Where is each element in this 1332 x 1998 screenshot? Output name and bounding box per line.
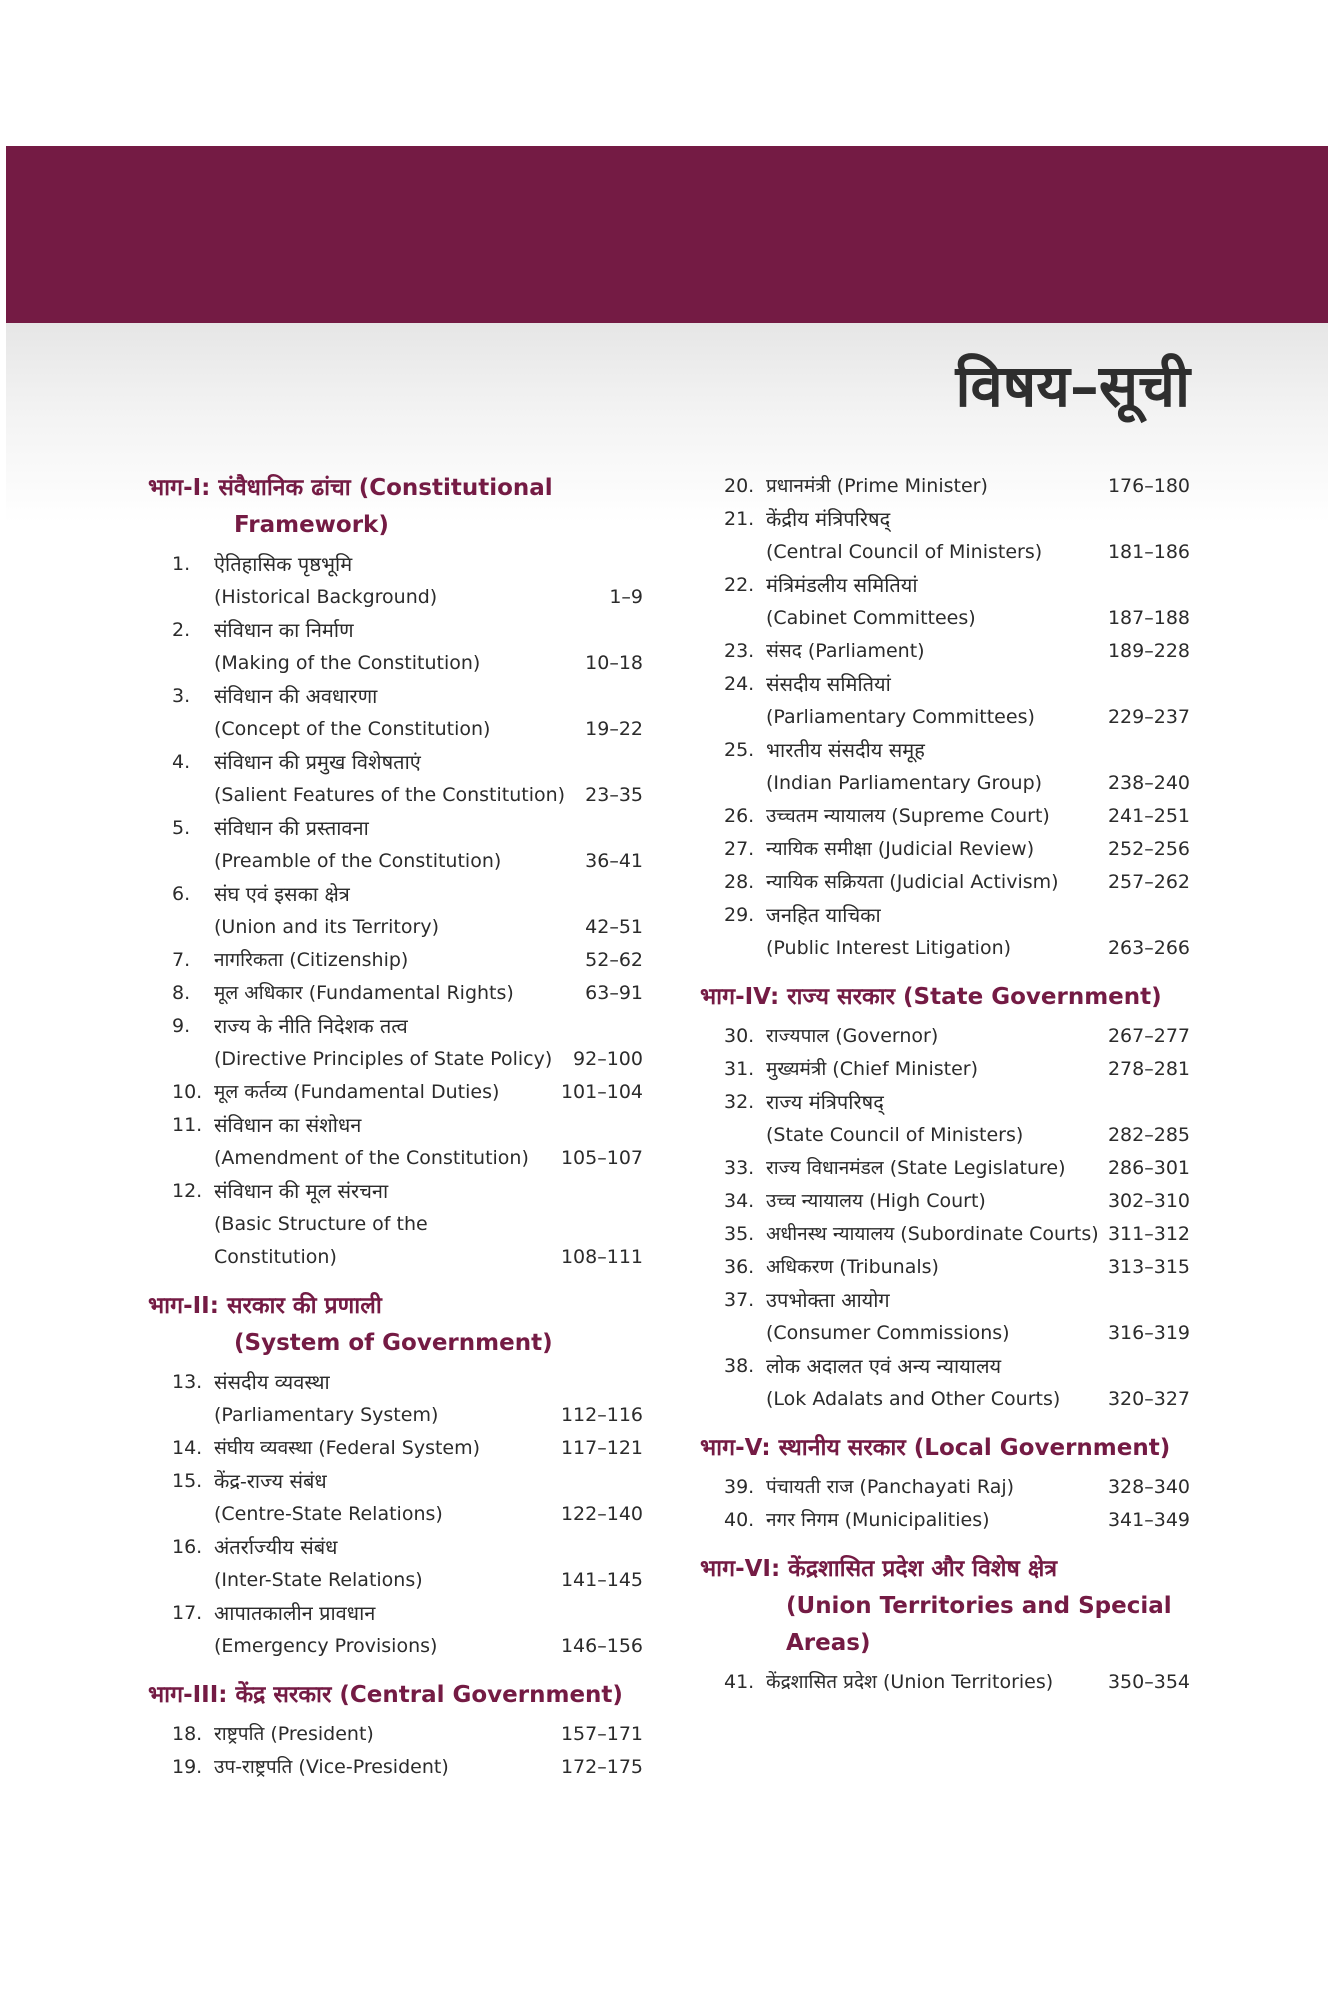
part-heading-line1: भाग-III: केंद्र सरकार (Central Government) <box>148 1682 623 1708</box>
entry-title <box>764 1218 1100 1251</box>
entry-number: 16. <box>172 1536 203 1558</box>
entry-title-english: (Centre-State Relations) <box>214 1503 443 1525</box>
part-heading-line1: भाग-VI: केंद्रशासित प्रदेश और विशेष क्षेत्र <box>700 1556 1058 1582</box>
header-band <box>6 146 1328 323</box>
part-heading <box>700 979 1190 1016</box>
toc-entry <box>148 977 643 1010</box>
entry-number: 28. <box>724 871 755 893</box>
entry-title-english: संघीय व्यवस्था (Federal System) <box>214 1437 481 1459</box>
entry-title <box>764 668 1100 734</box>
entry-title-english: उच्चतम न्यायालय (Supreme Court) <box>766 805 1050 827</box>
part-heading-line1: भाग-V: स्थानीय सरकार (Local Government) <box>700 1435 1171 1461</box>
entry-title-english: (Inter-State Relations) <box>214 1569 423 1591</box>
toc-entry <box>148 1076 643 1109</box>
entry-number: 6. <box>172 883 191 905</box>
entry-title <box>764 1350 1100 1416</box>
toc-entry <box>148 1597 643 1663</box>
part-heading <box>700 1551 1190 1662</box>
entry-title <box>764 503 1100 569</box>
entry-title <box>212 1751 553 1784</box>
entry-number: 10. <box>172 1081 203 1103</box>
part-heading <box>148 1288 643 1362</box>
entry-title-hindi: उपभोक्ता आयोग <box>766 1288 890 1312</box>
entry-pages: 316–319 <box>1107 1322 1190 1344</box>
entry-title <box>764 1152 1100 1185</box>
entry-pages: 122–140 <box>560 1503 643 1525</box>
entry-title-hindi: संसदीय समितियां <box>766 672 891 696</box>
entry-number: 29. <box>724 904 755 926</box>
entry-pages: 313–315 <box>1107 1256 1190 1278</box>
entry-title <box>212 1076 553 1109</box>
entry-title-english: (Union and its Territory) <box>214 916 439 938</box>
entry-title <box>212 1465 553 1531</box>
entry-title-english: मुख्यमंत्री (Chief Minister) <box>766 1058 978 1080</box>
toc-entry <box>148 548 643 614</box>
entry-title <box>212 1010 565 1076</box>
entry-title-hindi: संविधान का संशोधन <box>214 1113 362 1137</box>
entry-title <box>764 734 1100 800</box>
entry-number: 35. <box>724 1223 755 1245</box>
entry-title-hindi: संविधान की प्रस्तावना <box>214 816 369 840</box>
entry-pages: 10–18 <box>585 652 643 674</box>
entry-number: 5. <box>172 817 191 839</box>
toc-entry <box>148 1751 643 1784</box>
toc-entry <box>700 1666 1190 1699</box>
entry-pages: 181–186 <box>1107 541 1190 563</box>
part-heading <box>148 1677 643 1714</box>
entry-title <box>212 878 577 944</box>
entry-number: 23. <box>724 640 755 662</box>
entry-pages: 112–116 <box>560 1404 643 1426</box>
entry-title-english: (State Council of Ministers) <box>766 1124 1024 1146</box>
entry-title-hindi: जनहित याचिका <box>766 903 881 927</box>
entry-title-hindi: संघ एवं इसका क्षेत्र <box>214 882 350 906</box>
toc-left-column <box>148 470 643 1784</box>
toc-entry <box>700 1086 1190 1152</box>
entry-title <box>764 569 1100 635</box>
entry-title-english: अधिकरण (Tribunals) <box>766 1256 939 1278</box>
entry-title <box>764 1020 1100 1053</box>
entry-pages: 36–41 <box>585 850 643 872</box>
entry-pages: 172–175 <box>560 1756 643 1778</box>
toc-entry <box>700 668 1190 734</box>
entry-title-english: (Concept of the Constitution) <box>214 718 491 740</box>
entry-title-hindi: लोक अदालत एवं अन्य न्यायालय <box>766 1354 1002 1378</box>
part-heading-line2: (System of Government) <box>234 1330 553 1356</box>
toc-entry <box>148 746 643 812</box>
entry-title-english: (Public Interest Litigation) <box>766 937 1012 959</box>
entry-title <box>764 800 1100 833</box>
toc-entry <box>148 1531 643 1597</box>
entry-pages: 302–310 <box>1107 1190 1190 1212</box>
part-heading <box>700 1430 1190 1467</box>
entry-pages: 117–121 <box>560 1437 643 1459</box>
entry-title-english: अधीनस्थ न्यायालय (Subordinate Courts) <box>766 1223 1099 1245</box>
entry-title <box>212 1175 553 1274</box>
entry-number: 32. <box>724 1091 755 1113</box>
toc-entry <box>700 569 1190 635</box>
entry-title-english: संसद (Parliament) <box>766 640 925 662</box>
entry-title-english: (Indian Parliamentary Group) <box>766 772 1043 794</box>
entry-title <box>212 977 577 1010</box>
entry-number: 1. <box>172 553 191 575</box>
part-heading-line1: भाग-IV: राज्य सरकार (State Government) <box>700 984 1162 1010</box>
entry-number: 4. <box>172 751 191 773</box>
toc-entry <box>148 944 643 977</box>
entry-pages: 241–251 <box>1107 805 1190 827</box>
toc-entry <box>148 1366 643 1432</box>
part-heading-line2: Framework) <box>234 512 389 538</box>
entry-title <box>212 944 577 977</box>
entry-title <box>764 1471 1100 1504</box>
entry-title-hindi: राज्य के नीति निदेशक तत्व <box>214 1014 408 1038</box>
entry-number: 26. <box>724 805 755 827</box>
entry-title-hindi: केंद्रीय मंत्रिपरिषद् <box>766 507 891 531</box>
entry-title-english: उच्च न्यायालय (High Court) <box>766 1190 986 1212</box>
toc-entry <box>148 1465 643 1531</box>
toc-entry <box>700 1504 1190 1537</box>
entry-title <box>212 812 577 878</box>
entry-pages: 189–228 <box>1107 640 1190 662</box>
entry-title-english: (Basic Structure of the Constitution) <box>214 1213 428 1268</box>
entry-number: 34. <box>724 1190 755 1212</box>
entry-number: 9. <box>172 1015 191 1037</box>
entry-pages: 328–340 <box>1107 1476 1190 1498</box>
entry-title-hindi: भारतीय संसदीय समूह <box>766 738 925 762</box>
entry-pages: 257–262 <box>1107 871 1190 893</box>
entry-title-hindi: केंद्र-राज्य संबंध <box>214 1469 327 1493</box>
entry-title-english: (Cabinet Committees) <box>766 607 976 629</box>
entry-title-english: न्यायिक समीक्षा (Judicial Review) <box>766 838 1035 860</box>
entry-title-english: (Making of the Constitution) <box>214 652 481 674</box>
toc-entry <box>700 866 1190 899</box>
entry-title-hindi: संविधान की अवधारणा <box>214 684 378 708</box>
entry-number: 3. <box>172 685 191 707</box>
part-heading-line1: भाग-I: संवैधानिक ढांचा (Constitutional <box>148 475 553 501</box>
entry-pages: 92–100 <box>573 1048 643 1070</box>
entry-title <box>764 1504 1100 1537</box>
entry-title <box>764 833 1100 866</box>
toc-entry <box>148 680 643 746</box>
entry-title-english: उप-राष्ट्रपति (Vice-President) <box>214 1756 449 1778</box>
entry-pages: 187–188 <box>1107 607 1190 629</box>
entry-title <box>212 548 601 614</box>
entry-title-english: (Directive Principles of State Policy) <box>214 1048 553 1070</box>
entry-pages: 52–62 <box>585 949 643 971</box>
toc-entry <box>700 470 1190 503</box>
toc-entry <box>700 800 1190 833</box>
entry-title-english: (Lok Adalats and Other Courts) <box>766 1388 1061 1410</box>
entry-title-hindi: संविधान की मूल संरचना <box>214 1179 389 1203</box>
entry-pages: 63–91 <box>585 982 643 1004</box>
entry-number: 8. <box>172 982 191 1004</box>
entry-number: 27. <box>724 838 755 860</box>
entry-title-hindi: अंतर्राज्यीय संबंध <box>214 1535 338 1559</box>
entry-pages: 341–349 <box>1107 1509 1190 1531</box>
entry-number: 13. <box>172 1371 203 1393</box>
toc-right-column <box>700 470 1190 1699</box>
toc-entry <box>148 1175 643 1274</box>
part-heading-line2: (Union Territories and Special Areas) <box>786 1593 1172 1656</box>
entry-pages: 278–281 <box>1107 1058 1190 1080</box>
entry-number: 36. <box>724 1256 755 1278</box>
entry-title <box>764 866 1100 899</box>
entry-title-english: राष्ट्रपति (President) <box>214 1723 374 1745</box>
toc-entry <box>700 1251 1190 1284</box>
entry-title <box>212 1597 553 1663</box>
entry-number: 33. <box>724 1157 755 1179</box>
entry-number: 31. <box>724 1058 755 1080</box>
entry-title-english: (Parliamentary System) <box>214 1404 439 1426</box>
entry-number: 17. <box>172 1602 203 1624</box>
entry-number: 18. <box>172 1723 203 1745</box>
entry-title-english: (Amendment of the Constitution) <box>214 1147 529 1169</box>
entry-number: 39. <box>724 1476 755 1498</box>
toc-entry <box>700 1152 1190 1185</box>
entry-title <box>212 1432 553 1465</box>
entry-title-hindi: आपातकालीन प्रावधान <box>214 1601 376 1625</box>
entry-title <box>764 899 1100 965</box>
entry-title-hindi: संविधान की प्रमुख विशेषताएं <box>214 750 421 774</box>
entry-number: 21. <box>724 508 755 530</box>
entry-number: 7. <box>172 949 191 971</box>
entry-number: 25. <box>724 739 755 761</box>
entry-title <box>764 1053 1100 1086</box>
entry-title-english: (Salient Features of the Constitution) <box>214 784 566 806</box>
entry-pages: 311–312 <box>1107 1223 1190 1245</box>
entry-title-english: प्रधानमंत्री (Prime Minister) <box>766 475 988 497</box>
page-title: विषय–सूची <box>955 352 1190 420</box>
toc-entry <box>700 734 1190 800</box>
entry-number: 22. <box>724 574 755 596</box>
toc-entry <box>700 1284 1190 1350</box>
entry-title-english: राज्यपाल (Governor) <box>766 1025 939 1047</box>
toc-entry <box>148 1432 643 1465</box>
entry-title <box>764 1185 1100 1218</box>
entry-pages: 141–145 <box>560 1569 643 1591</box>
toc-entry <box>700 1053 1190 1086</box>
toc-entry <box>148 1109 643 1175</box>
entry-number: 14. <box>172 1437 203 1459</box>
entry-title <box>764 1086 1100 1152</box>
toc-entry <box>700 1350 1190 1416</box>
entry-title <box>212 1366 553 1432</box>
entry-number: 37. <box>724 1289 755 1311</box>
part-heading <box>148 470 643 544</box>
entry-pages: 146–156 <box>560 1635 643 1657</box>
entry-title-english: (Parliamentary Committees) <box>766 706 1035 728</box>
entry-number: 38. <box>724 1355 755 1377</box>
entry-pages: 108–111 <box>560 1246 643 1268</box>
entry-number: 19. <box>172 1756 203 1778</box>
entry-pages: 350–354 <box>1107 1671 1190 1693</box>
entry-title <box>212 1718 553 1751</box>
entry-number: 24. <box>724 673 755 695</box>
toc-entry <box>148 1718 643 1751</box>
entry-title-hindi: संसदीय व्यवस्था <box>214 1370 330 1394</box>
entry-title-hindi: मंत्रिमंडलीय समितियां <box>766 573 918 597</box>
entry-pages: 252–256 <box>1107 838 1190 860</box>
entry-pages: 229–237 <box>1107 706 1190 728</box>
entry-pages: 282–285 <box>1107 1124 1190 1146</box>
entry-pages: 42–51 <box>585 916 643 938</box>
entry-pages: 286–301 <box>1107 1157 1190 1179</box>
entry-number: 41. <box>724 1671 755 1693</box>
entry-pages: 105–107 <box>560 1147 643 1169</box>
entry-title-english: नागरिकता (Citizenship) <box>214 949 409 971</box>
entry-title-english: राज्य विधानमंडल (State Legislature) <box>766 1157 1066 1179</box>
toc-entry <box>700 833 1190 866</box>
entry-title-english: न्यायिक सक्रियता (Judicial Activism) <box>766 871 1059 893</box>
entry-pages: 263–266 <box>1107 937 1190 959</box>
entry-title <box>212 1109 553 1175</box>
entry-title <box>764 635 1100 668</box>
entry-title-english: (Emergency Provisions) <box>214 1635 438 1657</box>
entry-pages: 176–180 <box>1107 475 1190 497</box>
entry-pages: 23–35 <box>585 784 643 806</box>
toc-entry <box>700 503 1190 569</box>
entry-pages: 267–277 <box>1107 1025 1190 1047</box>
entry-number: 2. <box>172 619 191 641</box>
entry-pages: 101–104 <box>560 1081 643 1103</box>
entry-title <box>212 614 577 680</box>
entry-number: 30. <box>724 1025 755 1047</box>
entry-title <box>212 1531 553 1597</box>
toc-entry <box>700 1185 1190 1218</box>
entry-title-hindi: संविधान का निर्माण <box>214 618 354 642</box>
entry-title-english: (Central Council of Ministers) <box>766 541 1043 563</box>
entry-pages: 19–22 <box>585 718 643 740</box>
entry-title-english: पंचायती राज (Panchayati Raj) <box>766 1476 1015 1498</box>
entry-number: 15. <box>172 1470 203 1492</box>
entry-title-english: केंद्रशासित प्रदेश (Union Territories) <box>766 1671 1054 1693</box>
entry-title-hindi: राज्य मंत्रिपरिषद् <box>766 1090 884 1114</box>
toc-entry <box>700 1218 1190 1251</box>
entry-number: 20. <box>724 475 755 497</box>
entry-number: 11. <box>172 1114 203 1136</box>
entry-title <box>764 1666 1100 1699</box>
toc-entry <box>148 878 643 944</box>
entry-pages: 320–327 <box>1107 1388 1190 1410</box>
entry-title-english: मूल कर्तव्य (Fundamental Duties) <box>214 1081 500 1103</box>
entry-pages: 238–240 <box>1107 772 1190 794</box>
entry-title-hindi: ऐतिहासिक पृष्ठभूमि <box>214 552 353 576</box>
entry-title-english: नगर निगम (Municipalities) <box>766 1509 990 1531</box>
toc-entry <box>148 812 643 878</box>
entry-title <box>212 746 577 812</box>
toc-entry <box>148 614 643 680</box>
toc-entry <box>700 1471 1190 1504</box>
entry-title-english: (Preamble of the Constitution) <box>214 850 502 872</box>
entry-title <box>764 1284 1100 1350</box>
entry-title-english: मूल अधिकार (Fundamental Rights) <box>214 982 514 1004</box>
toc-entry <box>148 1010 643 1076</box>
toc-entry <box>700 1020 1190 1053</box>
entry-title <box>764 470 1100 503</box>
entry-pages: 157–171 <box>560 1723 643 1745</box>
entry-number: 12. <box>172 1180 203 1202</box>
entry-title <box>764 1251 1100 1284</box>
toc-entry <box>700 899 1190 965</box>
entry-pages: 1–9 <box>609 586 643 608</box>
toc-entry <box>700 635 1190 668</box>
entry-title <box>212 680 577 746</box>
entry-title-english: (Consumer Commissions) <box>766 1322 1010 1344</box>
entry-title-english: (Historical Background) <box>214 586 438 608</box>
entry-number: 40. <box>724 1509 755 1531</box>
part-heading-line1: भाग-II: सरकार की प्रणाली <box>148 1293 382 1319</box>
